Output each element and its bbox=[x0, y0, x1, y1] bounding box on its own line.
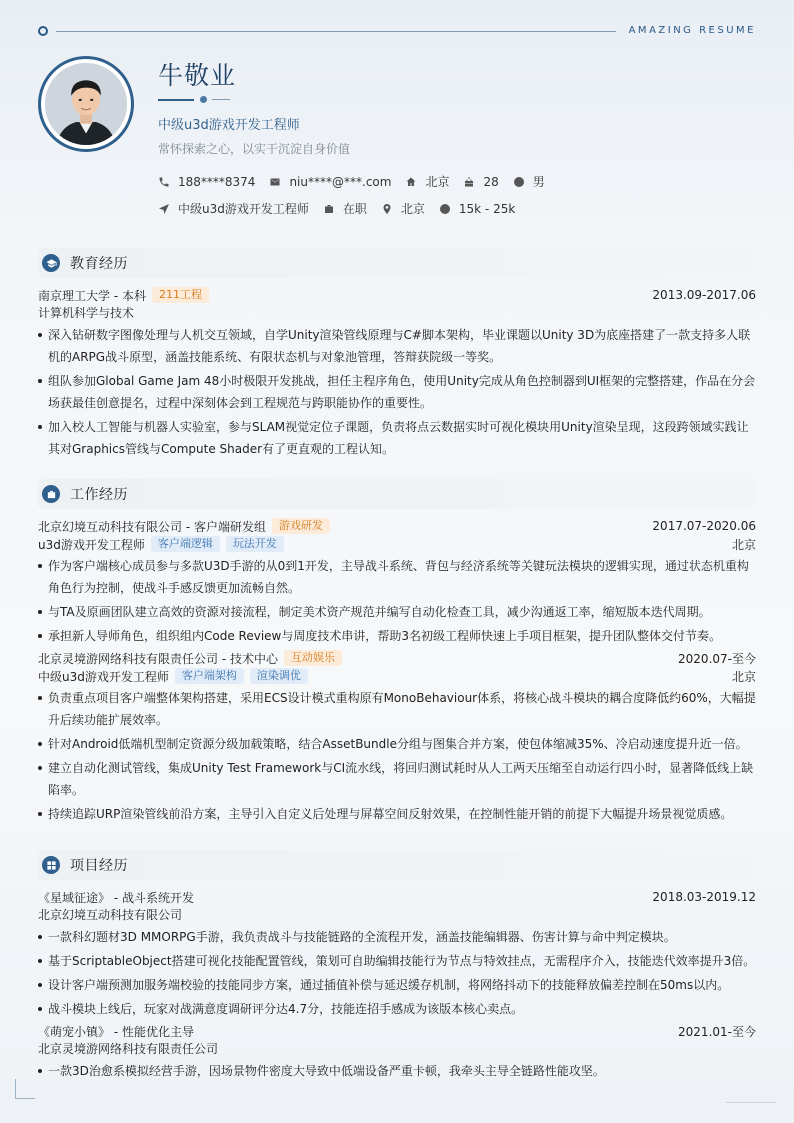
corner-decoration bbox=[726, 1102, 776, 1103]
briefcase-icon bbox=[323, 203, 335, 215]
age-text: 28 bbox=[483, 174, 499, 189]
project-company: 北京幻境互动科技有限公司 bbox=[38, 908, 183, 922]
project-entry bbox=[38, 888, 756, 1020]
intent-text: 中级u3d游戏开发工程师 bbox=[178, 202, 309, 216]
project-entry bbox=[38, 1022, 756, 1082]
role-tag: 客户端架构 bbox=[175, 668, 244, 684]
project-date: 2018.03-2019.12 bbox=[652, 890, 756, 904]
phone-text: 188****8374 bbox=[178, 174, 256, 189]
contact-row bbox=[158, 173, 559, 190]
list-item: 战斗模块上线后，玩家对战满意度调研评分达4.7分，技能连招手感成为该版本核心卖点。 bbox=[38, 998, 756, 1020]
name-decoration bbox=[158, 96, 238, 104]
gender-icon bbox=[513, 176, 525, 188]
section-title: 工作经历 bbox=[70, 487, 128, 503]
graduation-cap-icon bbox=[42, 254, 60, 272]
job-intent-row bbox=[158, 200, 529, 217]
email-text: niu****@***.com bbox=[289, 174, 392, 189]
work-section bbox=[38, 479, 756, 827]
list-item: 承担新人导师角色，组织组内Code Review与周度技术串讲，帮助3名初级工程师快速上手项目框架，提升团队整体交付节奏。 bbox=[38, 625, 756, 647]
list-item: 基于ScriptableObject搭建可视化技能配置管线，策划可自助编辑技能行为节点与特效挂点，无需程序介入，技能迭代效率提升3倍。 bbox=[38, 950, 756, 972]
list-item: 负责重点项目客户端整体架构搭建，采用ECS设计模式重构原有MonoBehaviour体系，将核心战斗模块的耦合度降低约60%，大幅提升后续功能扩展效率。 bbox=[38, 687, 756, 731]
project-name: 《星域征途》 - 战斗系统开发 bbox=[38, 890, 194, 905]
brand-label: AMAZING RESUME bbox=[628, 25, 756, 36]
location-icon bbox=[381, 203, 393, 215]
avatar bbox=[38, 56, 134, 152]
education-date: 2013.09-2017.06 bbox=[652, 288, 756, 302]
section-title: 项目经历 bbox=[70, 858, 128, 874]
status-text: 在职 bbox=[342, 202, 367, 216]
job-city: 北京 bbox=[731, 537, 756, 552]
job-title: 中级u3d游戏开发工程师 bbox=[158, 118, 300, 133]
section-title: 教育经历 bbox=[70, 256, 128, 272]
project-date: 2021.01-至今 bbox=[678, 1024, 756, 1039]
section-header bbox=[38, 850, 756, 880]
school-tag: 211工程 bbox=[152, 287, 209, 303]
section-header bbox=[38, 248, 756, 278]
major: 计算机科学与技术 bbox=[38, 306, 135, 320]
intent-item bbox=[158, 200, 309, 217]
company-name: 北京幻境互动科技有限公司 - 客户端研发组 bbox=[38, 519, 266, 534]
list-item: 与TA及原画团队建立高效的资源对接流程，制定美术资产规范并编写自动化检查工具，减少沟通返工率，缩短版本迭代周期。 bbox=[38, 601, 756, 623]
list-item: 作为客户端核心成员参与多款U3D手游的从0到1开发，主导战斗系统、背包与经济系统等关键玩法模块的逻辑实现，通过状态机重构角色行为控制，使战斗手感反馈更加流畅自然。 bbox=[38, 555, 756, 599]
send-icon bbox=[158, 203, 170, 215]
status-item bbox=[323, 200, 367, 217]
phone-item bbox=[158, 175, 255, 189]
city-item bbox=[381, 200, 425, 217]
gender-item bbox=[513, 173, 545, 190]
project-name: 《萌宠小镇》 - 性能优化主导 bbox=[38, 1024, 194, 1039]
mail-icon bbox=[269, 176, 281, 188]
company-tag: 游戏研发 bbox=[272, 518, 330, 534]
school-name: 南京理工大学 - 本科 bbox=[38, 288, 146, 303]
list-item: 深入钻研数字图像处理与人机交互领域，自学Unity渲染管线原理与C#脚本架构，毕业课题以Unity 3D为底座搭建了一款支持多人联机的ARPG战斗原型，涵盖技能系统、有限状态机与对象池管理，答辩获院级一等奖。 bbox=[38, 324, 756, 368]
job-role: u3d游戏开发工程师 bbox=[38, 537, 145, 552]
company-name: 北京灵境游网络科技有限责任公司 - 技术中心 bbox=[38, 651, 278, 666]
ring-icon bbox=[38, 26, 48, 36]
project-company: 北京灵境游网络科技有限责任公司 bbox=[38, 1042, 219, 1056]
role-tag: 玩法开发 bbox=[226, 536, 284, 552]
list-item: 针对Android低端机型制定资源分级加载策略，结合AssetBundle分组与图集合并方案，使包体缩减35%、冷启动速度提升近一倍。 bbox=[38, 733, 756, 755]
job-city: 北京 bbox=[731, 669, 756, 684]
email-item bbox=[269, 175, 391, 189]
person-name: 牛敬业 bbox=[158, 61, 237, 90]
job-date: 2017.07-2020.06 bbox=[652, 519, 756, 533]
hometown-text: 北京 bbox=[425, 175, 450, 189]
top-decoration bbox=[38, 24, 756, 38]
list-item: 持续追踪URP渲染管线前沿方案，主导引入自定义后处理与屏幕空间反射效果，在控制性能开销的前提下大幅提升场景视觉质感。 bbox=[38, 803, 756, 825]
job-entry bbox=[38, 649, 756, 825]
list-item: 组队参加Global Game Jam 48小时极限开发挑战，担任主程序角色，使用Unity完成从角色控制器到UI框架的完整搭建，作品在分会场获最佳创意提名，过程中深刻体会到工程规范与跨职能协作的重要性。 bbox=[38, 370, 756, 414]
corner-decoration bbox=[15, 1079, 35, 1099]
hometown-item bbox=[405, 173, 449, 190]
education-section bbox=[38, 248, 756, 462]
section-header bbox=[38, 479, 756, 509]
list-item: 一款3D治愈系模拟经营手游，因场景物件密度大导致中低端设备严重卡顿，我牵头主导全链路性能攻坚。 bbox=[38, 1060, 756, 1082]
salary-icon bbox=[439, 203, 451, 215]
motto: 常怀探索之心，以实干沉淀自身价值 bbox=[158, 142, 351, 156]
job-entry bbox=[38, 517, 756, 647]
role-tag: 客户端逻辑 bbox=[151, 536, 220, 552]
job-role: 中级u3d游戏开发工程师 bbox=[38, 669, 169, 684]
company-tag: 互动娱乐 bbox=[284, 650, 342, 666]
list-item: 加入校人工智能与机器人实验室，参与SLAM视觉定位子课题，负责将点云数据实时可视化模块用Unity渲染呈现，这段跨领域实践让其对Graphics管线与Compute Shader有了更直观的工程认知。 bbox=[38, 416, 756, 460]
avatar-photo bbox=[45, 63, 127, 145]
job-date: 2020.07-至今 bbox=[678, 651, 756, 666]
list-item: 建立自动化测试管线，集成Unity Test Framework与CI流水线，将回归测试耗时从人工两天压缩至自动运行四小时，显著降低线上缺陷率。 bbox=[38, 757, 756, 801]
age-item bbox=[463, 175, 498, 189]
phone-icon bbox=[158, 176, 170, 188]
gender-text: 男 bbox=[532, 175, 545, 189]
cake-icon bbox=[463, 176, 475, 188]
briefcase-icon bbox=[42, 485, 60, 503]
education-entry bbox=[38, 286, 756, 460]
divider bbox=[56, 31, 616, 32]
role-tag: 渲染调优 bbox=[250, 668, 308, 684]
salary-text: 15k - 25k bbox=[458, 201, 516, 216]
list-item: 一款科幻题材3D MMORPG手游，我负责战斗与技能链路的全流程开发，涵盖技能编辑器、伤害计算与命中判定模块。 bbox=[38, 926, 756, 948]
salary-item bbox=[439, 202, 515, 216]
list-item: 设计客户端预测加服务端校验的技能同步方案，通过插值补偿与延迟缓存机制，将网络抖动下的技能释放偏差控制在50ms以内。 bbox=[38, 974, 756, 996]
grid-icon bbox=[42, 856, 60, 874]
projects-section bbox=[38, 850, 756, 1084]
city-text: 北京 bbox=[400, 202, 425, 216]
home-icon bbox=[405, 176, 417, 188]
